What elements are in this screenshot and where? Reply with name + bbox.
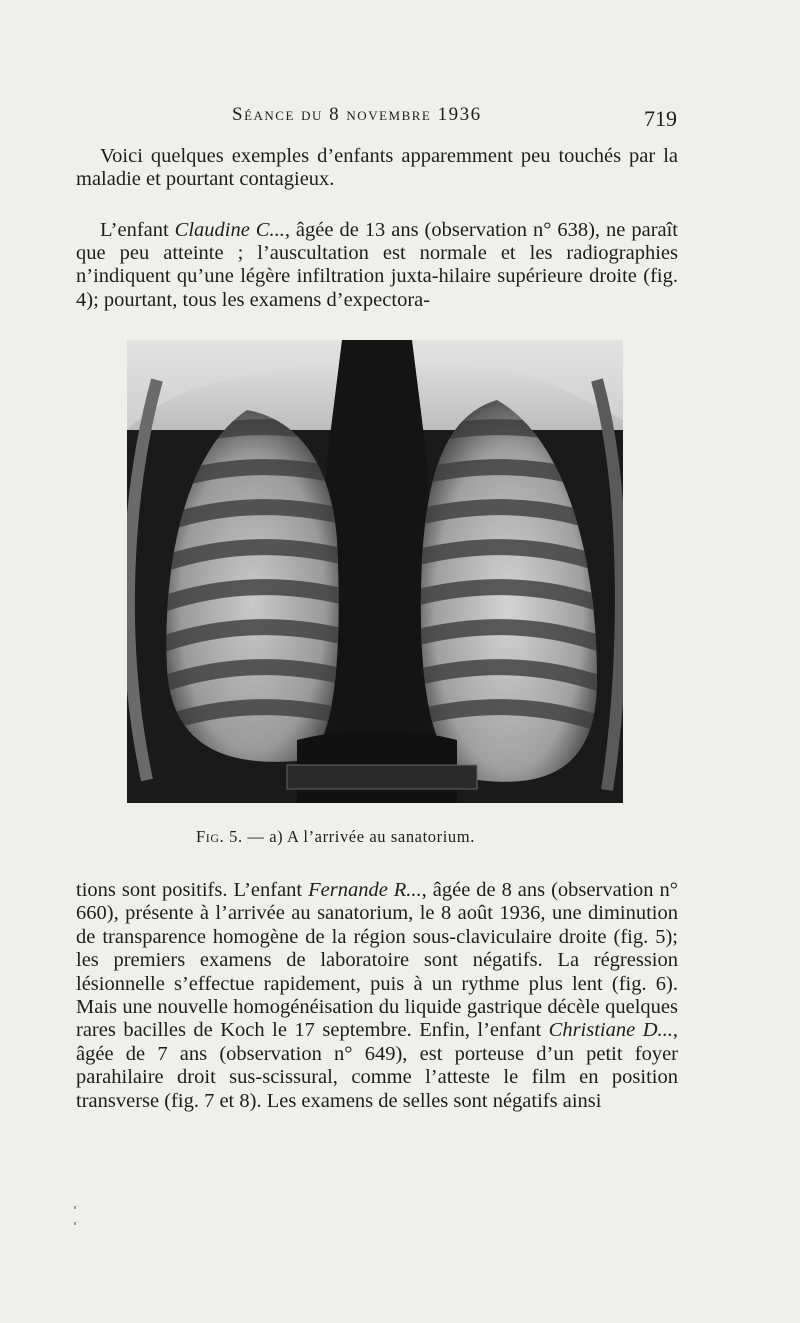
- caption-text: — a) A l’arrivée au sanatorium.: [242, 827, 475, 846]
- text-segment: L’enfant: [100, 219, 175, 241]
- running-head: Séance du 8 novembre 1936: [232, 104, 482, 125]
- paragraph-intro: Voici quelques exemples d’enfants apparemment peu touchés par la maladie et pourtant contagieux.: [76, 145, 678, 191]
- patient-name: Christiane D...: [548, 1019, 673, 1042]
- figure-number: Fig. 5.: [196, 827, 243, 846]
- patient-name: Fernande R...: [308, 879, 422, 901]
- figure-caption: [196, 827, 475, 847]
- page-number: 719: [644, 106, 677, 131]
- chest-xray-figure: [127, 340, 623, 803]
- paper-speck: [74, 1222, 76, 1225]
- patient-name: Claudine C...: [174, 219, 285, 241]
- text-segment: , âgée de 7 ans (observation n° 649), est porteuse d’un petit foyer parahilaire droit sus-scissural, comme l’atteste le film en position transverse (fig. 7 et 8). Les examens de selles sont négatifs ainsi: [76, 1019, 678, 1112]
- paper-speck: [74, 1206, 76, 1209]
- paragraph-fernande-christiane: [76, 879, 678, 1113]
- text-segment: , âgée de 13 ans (observation n° 638), ne paraît que peu atteinte ; l’auscultation est normale et les radiographies n’indiquent qu’une légère infiltration juxta-hilaire supérieure droite (fig. 4); pourtant, tous les examens d’expectora-: [76, 219, 679, 311]
- xray-image: [127, 340, 623, 803]
- paragraph-claudine: [76, 219, 678, 312]
- text-segment: , âgée de 8 ans (observation n° 660), présente à l’arrivée au sanatorium, le 8 août 1936, une diminution de transparence homogène de la région sous-claviculaire droite (fig. 5); les premiers examens de laboratoire sont négatifs. La régression lésionnelle s’effectue rapidement, puis à un rythme plus lent (fig. 6). Mais une nouvelle homogénéisation du liquide gastrique décèle quelques rares bacilles de Koch le 17 septembre. Enfin, l’enfant: [76, 879, 678, 1042]
- page-header: [0, 104, 800, 134]
- text-segment: tions sont positifs. L’enfant: [76, 879, 309, 901]
